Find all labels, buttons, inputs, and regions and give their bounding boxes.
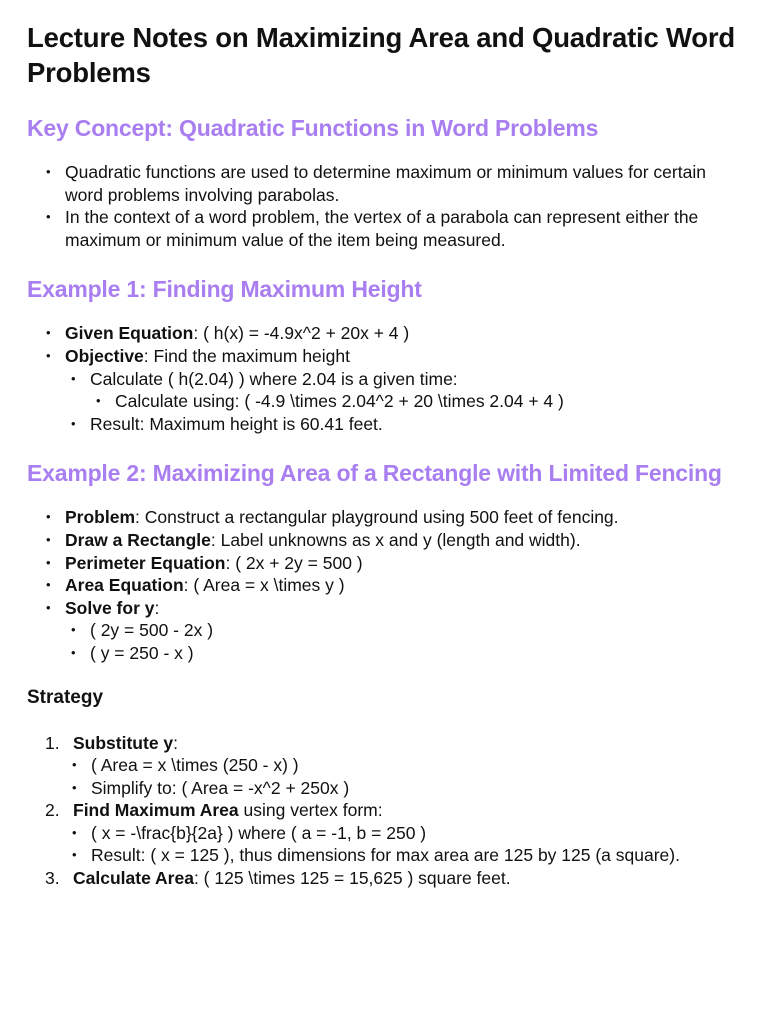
strategy-list <box>27 732 740 890</box>
draw-text: : Label unknowns as x and y (length and width). <box>210 529 581 550</box>
strategy-heading: Strategy <box>27 686 104 708</box>
list-item: • Simplify to: ( Area = -x^2 + 250x ) <box>91 777 740 800</box>
page-title: Lecture Notes on Maximizing Area and Quadratic Word Problems <box>27 22 735 88</box>
example2-list <box>27 506 740 664</box>
calc-text: Calculate ( h(2.04) ) where 2.04 is a given time: <box>90 368 458 389</box>
example2-heading: Example 2: Maximizing Area of a Rectangle with Limited Fencing <box>27 460 722 487</box>
list-item: • Quadratic functions are used to determine maximum or minimum values for certain word problems involving parabolas. <box>65 161 740 206</box>
list-item <box>45 732 740 800</box>
list-item <box>65 529 740 552</box>
example1-heading: Example 1: Finding Maximum Height <box>27 276 422 303</box>
step1-label: Substitute y <box>73 732 174 753</box>
step3-label: Calculate Area <box>73 868 194 889</box>
list-item: • ( 2y = 500 - 2x ) <box>90 619 740 642</box>
solve-text: : <box>154 597 160 618</box>
list-item <box>90 368 740 413</box>
list-item: • ( x = -\frac{b}{2a} ) where ( a = -1, b = 250 ) <box>91 822 740 845</box>
step3-text: : ( 125 \times 125 = 15,625 ) square feet. <box>193 868 511 889</box>
list-item <box>45 867 740 890</box>
list-item <box>65 597 740 665</box>
list-item <box>65 574 740 597</box>
objective-label: Objective <box>65 345 144 366</box>
given-label: Given Equation <box>65 323 194 344</box>
step2-sublist <box>73 822 740 867</box>
list-item <box>65 552 740 575</box>
list-item: • Calculate using: ( -4.9 \times 2.04^2 + 20 \times 2.04 + 4 ) <box>115 390 740 413</box>
step-number: 1. <box>45 732 60 753</box>
perimeter-label: Perimeter Equation <box>65 552 226 573</box>
step-number: 3. <box>45 868 60 889</box>
step1-text: : <box>173 732 179 753</box>
area-label: Area Equation <box>65 575 184 596</box>
objective-sublist <box>65 368 740 436</box>
list-item: • ( Area = x \times (250 - x) ) <box>91 754 740 777</box>
problem-text: : Construct a rectangular playground using 500 feet of fencing. <box>135 507 619 528</box>
key-concept-list <box>27 161 740 251</box>
problem-label: Problem <box>65 507 136 528</box>
step2-label: Find Maximum Area <box>73 800 239 821</box>
area-text: : ( Area = x \times y ) <box>183 575 345 596</box>
given-text: : ( h(x) = -4.9x^2 + 20x + 4 ) <box>193 323 410 344</box>
calc-sublist <box>90 390 740 413</box>
list-item: • Result: ( x = 125 ), thus dimensions for max area are 125 by 125 (a square). <box>91 844 740 867</box>
list-item <box>65 345 740 435</box>
example1-list <box>27 322 740 435</box>
step-number: 2. <box>45 800 60 821</box>
key-concept-heading: Key Concept: Quadratic Functions in Word Problems <box>27 115 599 141</box>
list-item: • In the context of a word problem, the vertex of a parabola can represent either the maximum or minimum value of the item being measured. <box>65 206 740 251</box>
step2-text: using vertex form: <box>238 800 383 821</box>
list-item <box>65 506 740 529</box>
step1-sublist <box>73 754 740 799</box>
solve-sublist <box>65 619 740 664</box>
objective-text: : Find the maximum height <box>143 345 350 366</box>
perimeter-text: : ( 2x + 2y = 500 ) <box>225 552 363 573</box>
list-item: • ( y = 250 - x ) <box>90 642 740 665</box>
list-item <box>65 322 740 345</box>
solve-label: Solve for y <box>65 597 155 618</box>
list-item <box>45 799 740 867</box>
list-item: • Result: Maximum height is 60.41 feet. <box>90 413 740 436</box>
draw-label: Draw a Rectangle <box>65 529 211 550</box>
